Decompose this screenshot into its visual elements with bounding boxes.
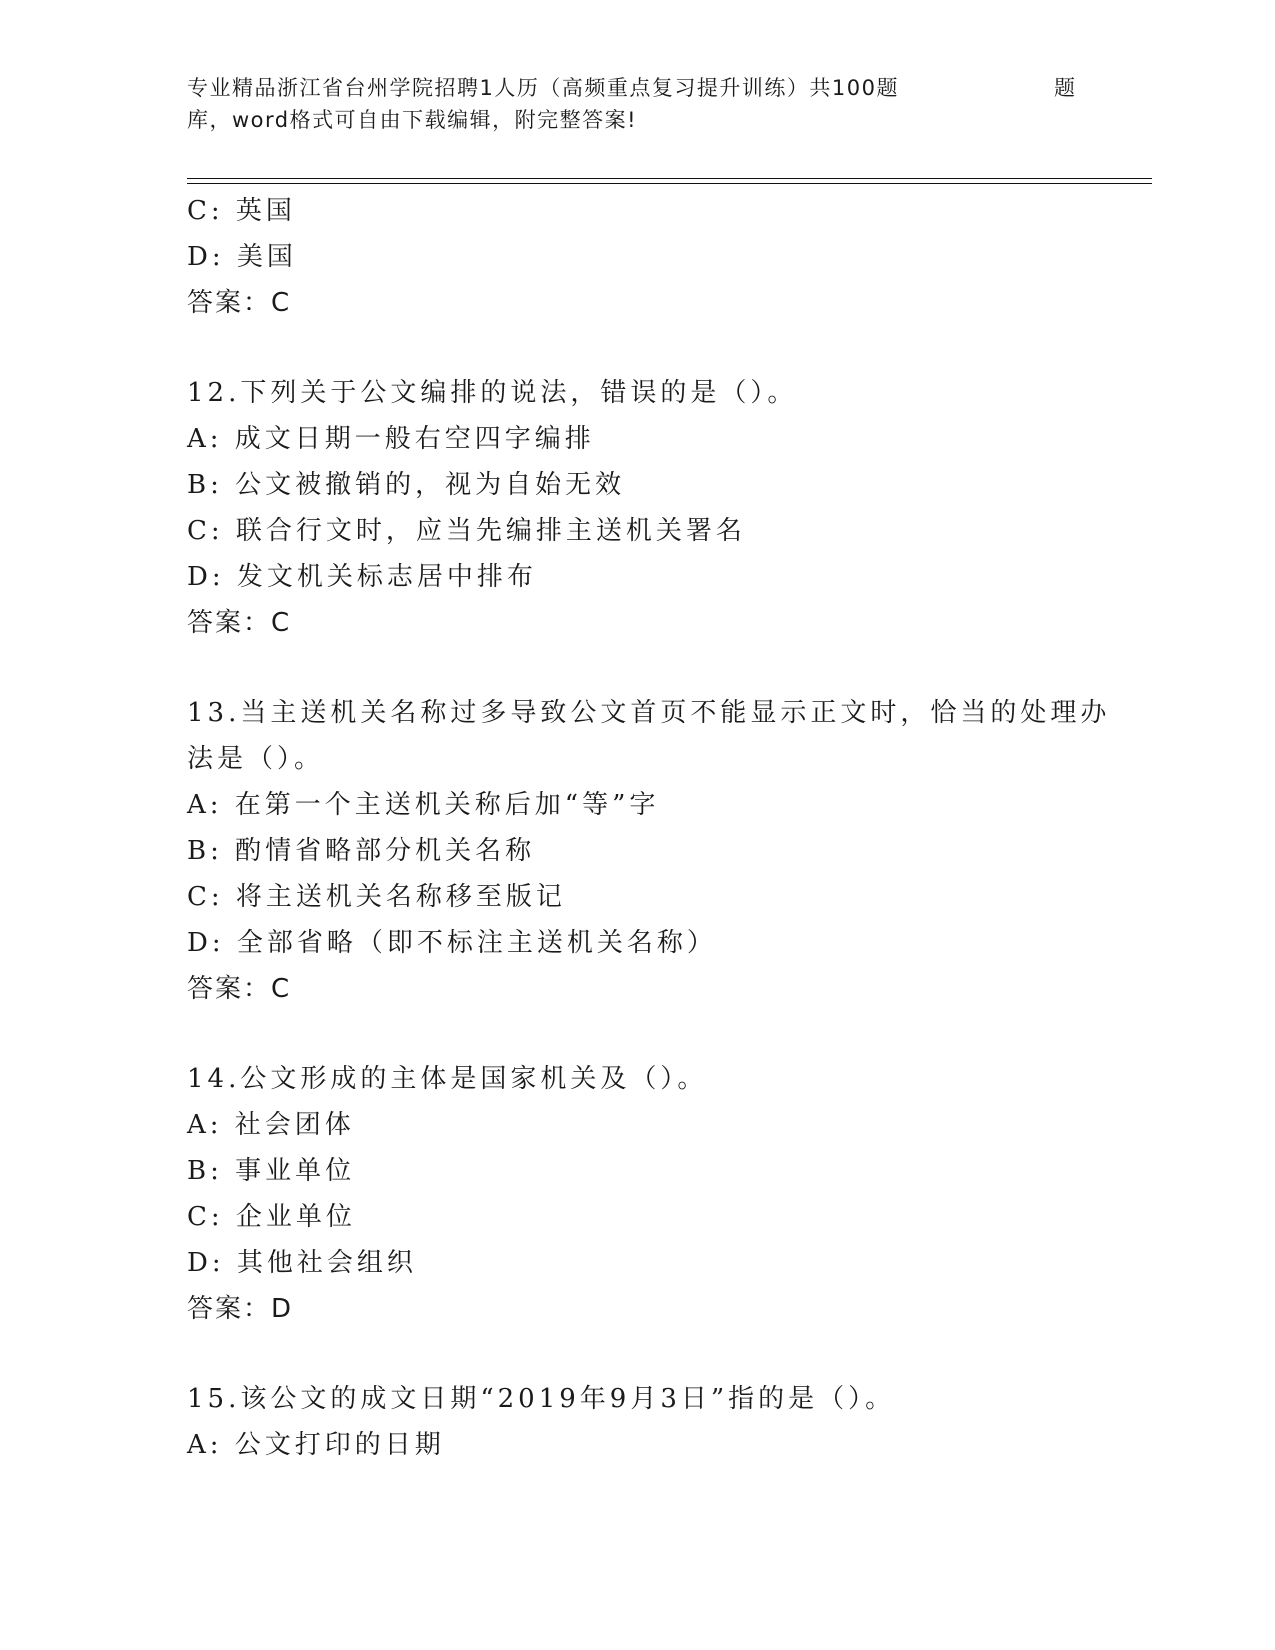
- question-11-continued: [187, 188, 1147, 326]
- option-a: A: 公文打印的日期: [187, 1430, 445, 1460]
- header-title-line-1-tail: 题: [1054, 76, 1077, 100]
- option-d: D: 美国: [187, 242, 297, 272]
- answer-line: 答案：C: [187, 288, 292, 318]
- document-body: [187, 188, 1147, 1468]
- option-c: C: 将主送机关名称移至版记: [187, 882, 566, 912]
- spacer: [187, 1012, 1147, 1056]
- question-13: [187, 690, 1147, 1012]
- answer-line: 答案：C: [187, 974, 292, 1004]
- option-b: B: 公文被撤销的，视为自始无效: [187, 470, 626, 500]
- question-stem: 14.公文形成的主体是国家机关及（）。: [187, 1064, 708, 1094]
- header-title-line-1: 专业精品浙江省台州学院招聘1人历（高频重点复习提升训练）共100题: [187, 76, 899, 100]
- header-line-1-wrap: [187, 72, 1087, 104]
- header-divider-bottom: [187, 183, 1152, 184]
- spacer: [187, 326, 1147, 370]
- option-b: B: 事业单位: [187, 1156, 356, 1186]
- option-d: D: 全部省略（即不标注主送机关名称）: [187, 928, 717, 958]
- question-14: [187, 1056, 1147, 1332]
- question-stem-line-1: 13.当主送机关名称过多导致公文首页不能显示正文时，恰当的处理办: [187, 698, 1111, 728]
- question-15: [187, 1376, 1147, 1468]
- option-a: A: 在第一个主送机关称后加“等”字: [187, 790, 660, 820]
- spacer: [187, 1332, 1147, 1376]
- option-a: A: 成文日期一般右空四字编排: [187, 424, 595, 454]
- option-c: C: 联合行文时，应当先编排主送机关署名: [187, 516, 746, 546]
- option-d: D: 发文机关标志居中排布: [187, 562, 537, 592]
- answer-line: 答案：D: [187, 1294, 294, 1324]
- option-c: C: 企业单位: [187, 1202, 356, 1232]
- question-stem-line-2: 法是（）。: [187, 744, 325, 774]
- question-12: [187, 370, 1147, 646]
- spacer: [187, 646, 1147, 690]
- option-b: B: 酌情省略部分机关名称: [187, 836, 536, 866]
- option-a: A: 社会团体: [187, 1110, 355, 1140]
- document-header: [187, 72, 1087, 136]
- question-stem: 12.下列关于公文编排的说法，错误的是（）。: [187, 378, 798, 408]
- option-d: D: 其他社会组织: [187, 1248, 417, 1278]
- header-title-line-2: 库，word格式可自由下载编辑，附完整答案!: [187, 108, 638, 132]
- answer-line: 答案：C: [187, 608, 292, 638]
- question-stem: 15.该公文的成文日期“2019年9月3日”指的是（）。: [187, 1384, 896, 1414]
- header-divider-top: [187, 178, 1152, 179]
- option-c: C: 英国: [187, 196, 296, 226]
